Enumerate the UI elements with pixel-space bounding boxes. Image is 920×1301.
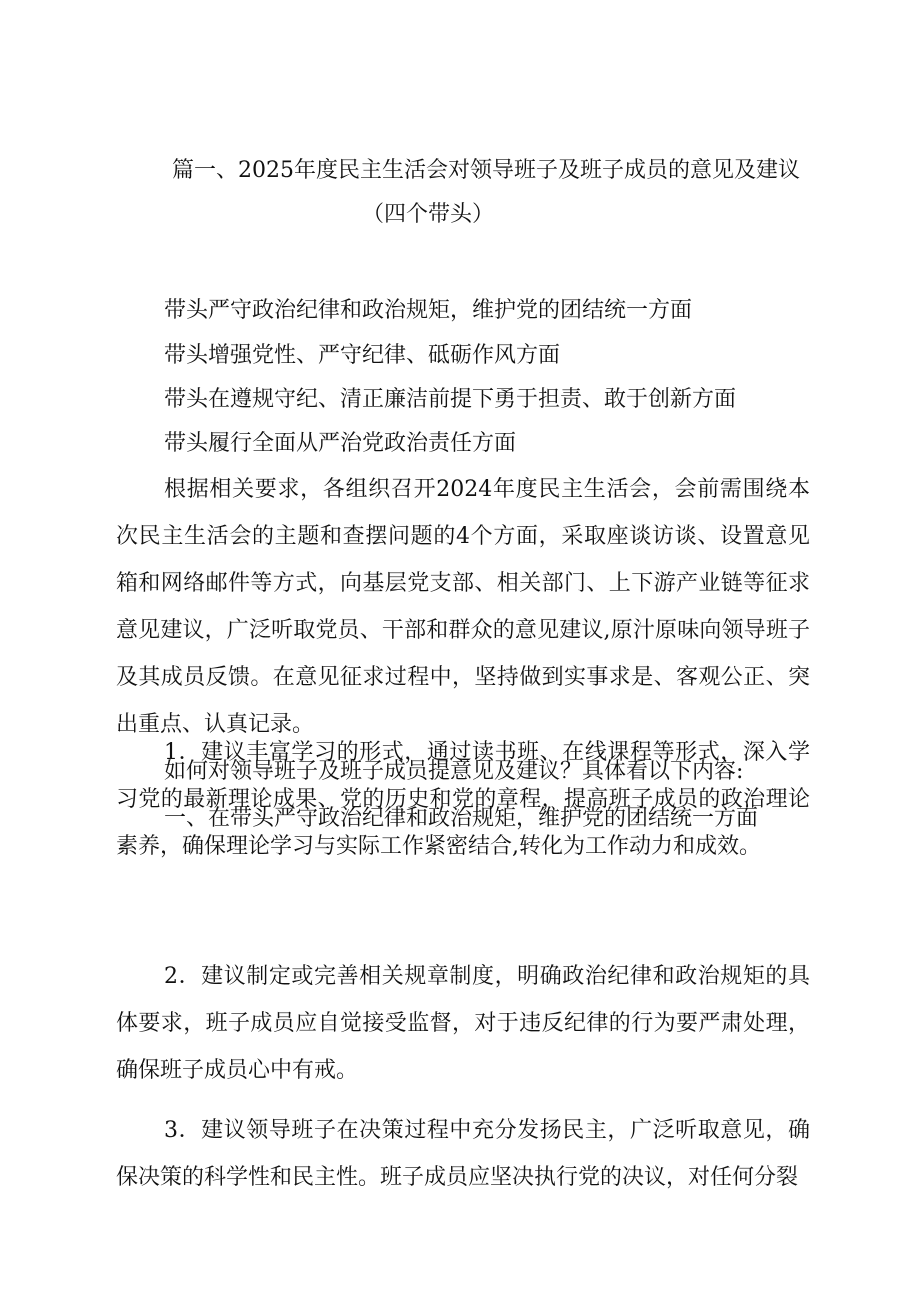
item-one-paragraph: 1．建议丰富学习的形式，通过读书班、在线课程等形式，深入学习党的最新理论成果、党的历史和党的章程，提高班子成员的政治理论素养，确保理论学习与实际工作紧密结合,转化为工作动力和成效。 — [116, 740, 810, 859]
heading-three: 带头在遵规守纪、清正廉洁前提下勇于担责、敢于创新方面 — [164, 387, 737, 412]
section-one-heading: 一、在带头严守政治纪律和政治规矩，维护党的团结统一方面 — [164, 806, 759, 831]
document-title-line-1: 篇一、2025年度民主生活会对领导班子及班子成员的意见及建议 — [172, 158, 800, 183]
item-two-paragraph: 2．建议制定或完善相关规章制度，明确政治纪律和政治规矩的具体要求，班子成员应自觉接受监督，对于违反纪律的行为要严肃处理，确保班子成员心中有戒。 — [116, 964, 810, 1083]
document-title-line-2: （四个带头） — [362, 202, 495, 227]
heading-two: 带头增强党性、严守纪律、砥砺作风方面 — [164, 343, 561, 368]
heading-four: 带头履行全面从严治党政治责任方面 — [164, 431, 517, 456]
question-line: 如何对领导班子及班子成员提意见及建议？具体看以下内容: — [164, 759, 744, 784]
item-two-block — [116, 953, 810, 1094]
intro-paragraph: 根据相关要求，各组织召开2024年度民主生活会，会前需围绕本次民主生活会的主题和查摆问题的4个方面，采取座谈访谈、设置意见箱和网络邮件等方式，向基层党支部、相关部门、上下游产业链等征求意见建议，广泛听取党员、干部和群众的意见建议,原汁原味向领导班子及其成员反馈。在意见征求过程中，坚持做到实事求是、客观公正、突出重点、认真记录。 — [116, 477, 810, 737]
item-three-paragraph: 3．建议领导班子在决策过程中充分发扬民主，广泛听取意见，确保决策的科学性和民主性。班子成员应坚决执行党的决议，对任何分裂 — [116, 1118, 810, 1190]
item-one-block — [116, 729, 810, 870]
heading-one: 带头严守政治纪律和政治规矩，维护党的团结统一方面 — [164, 298, 693, 323]
item-three-block — [116, 1107, 810, 1201]
